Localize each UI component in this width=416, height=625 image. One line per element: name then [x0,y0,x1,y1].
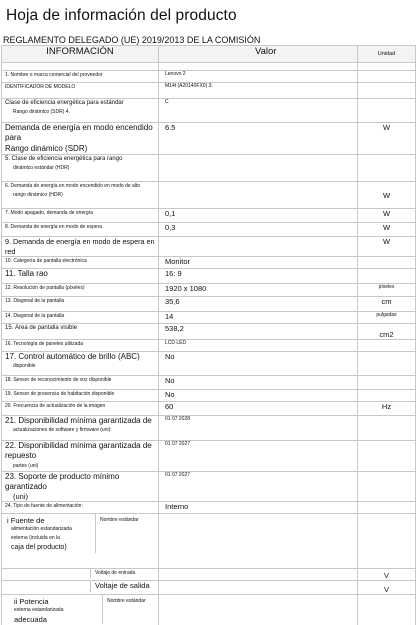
table-row: 11. Talla rao 16: 9 [2,268,416,283]
psu-potencia-row: ii Potencia externa estandarizada adecuada Nombre estándar [2,595,416,625]
table-header-row [2,46,416,63]
table-row: 17. Control automático de brillo (ABC) disponible No [2,351,416,375]
document-title: Hoja de información del producto [6,7,237,24]
table-row: 16. Tecnología de paneles utilizada LCD LED [2,339,416,351]
table-row [2,63,416,71]
info-table [1,45,416,625]
table-row: 20. Frecuencia de actualización de la imagen 60 Hz [2,401,416,415]
header-info: INFORMACIÓN [2,46,159,63]
psu-voltaje-entrada-row: Voltaje de entrada V [2,569,416,581]
table-row: 10. Categoría de pantalla electrónica Monitor [2,256,416,268]
table-row: 6. Demanda de energía en modo encendido en modo de alto rango dinámico (HDR) W [2,182,416,209]
regulation-subtitle: REGLAMENTO DELEGADO (UE) 2019/2013 DE LA COMISIÓN [3,35,261,45]
table-row: 19. Sensor de presencia de habitación disponible No [2,389,416,401]
table-row: 24. Tipo de fuente de alimentación: Interno [2,502,416,514]
table-row: IDENTIFICADOR DE MODELO M14t (A20140FX0) 3. [2,83,416,99]
table-row: 9. Demanda de energía en modo de espera en red W [2,237,416,257]
table-row: 5. Clase de eficiencia energética para rango dinámico estándar (HDR) [2,155,416,182]
table-row: 18. Sensor de reconocimiento de voz disponible No [2,375,416,389]
table-row: 14. Diagonal de la pantalla 14 pulgadas [2,311,416,323]
table-row: 7. Modo apagado, demanda de energía 0,1 W [2,209,416,223]
table-row: 13. Diagonal de la pantalla 35,6 cm [2,296,416,311]
table-row: 1. Nombre o marca comercial del proveedor Lenovo 2 [2,71,416,83]
header-value: Valor [159,46,358,63]
table-row: Clase de eficiencia energética para estándar Rango dinámico (SDR) 4. C [2,99,416,123]
table-row: 22. Disponibilidad mínima garantizada de repuesto partes (uni) 01 07 2027 [2,440,416,471]
table-row: 12. Resolución de pantalla (píxeles) 1920 x 1080 píxeles [2,283,416,296]
table-row: 8. Demanda de energía en modo de espera 0,3 W [2,223,416,237]
psu-voltaje-salida-row: Voltaje de salida V [2,581,416,595]
psu-fuente-row: i Fuente de alimentación estandarizada externa (incluida en la caja del producto) Nombre estándar [2,514,416,569]
table-row: 23. Soporte de producto mínimo garantizado (uni) 01 07 2027 [2,471,416,502]
header-unit: Unidad [358,46,416,63]
table-row: 21. Disponibilidad mínima garantizada de actualizaciones de software y firmware (uni): 01 07 2028 [2,415,416,440]
table-row: 15. Área de pantalla visible 538,2 cm2 [2,323,416,339]
table-row: Demanda de energía en modo encendido para Rango dinámico (SDR) 6.5 W [2,123,416,155]
